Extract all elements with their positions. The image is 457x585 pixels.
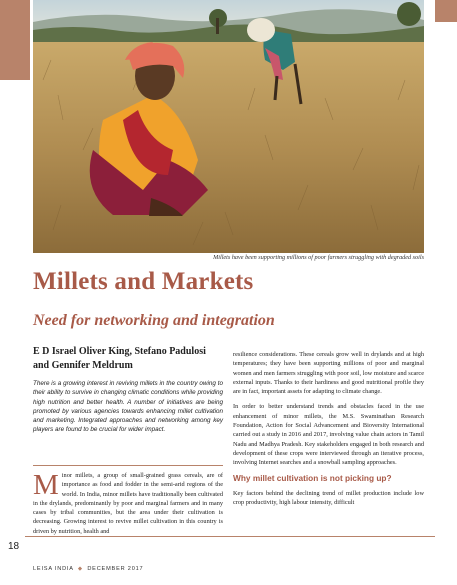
body-paragraph: In order to better understand trends and obstacles faced in the use enhancement of minor millets, the M.S. Swaminathan Research Foundation, Action for Social Advancement and Bioversity International carried out a study in 2016 and 2017, involving value chain actors in Tamil Nadu and Madhya Pradesh. Key stakeholders engaged in both research and development of these crops were interviewed through an iterative process, involving Internet searches and a snowball sampling approaches. (233, 403, 424, 467)
photo-caption: Millets have been supporting millions of poor farmers struggling with degraded soils (213, 254, 424, 261)
corner-tab-left (0, 0, 30, 80)
body-column-right (233, 350, 424, 513)
issue-date: DECEMBER 2017 (87, 566, 144, 572)
article-intro: There is a growing interest in reviving millets in the country owing to their ability to survive in changing climatic conditions while providing high nutrition and better health. A number of initiatives are being promoted by various agencies towards enhancing millet cultivation and marketing. Integrated approaches and networking among key players are found to be crucial for wider impact. (33, 380, 223, 434)
cover-photo (33, 0, 424, 253)
body-text: inor millets, a group of small-grained grass cereals, are of importance as food and fodder in the semi-arid regions of the world. In India, minor millets have traditionally been cultivated in the drylands, predominantly by poor and marginal farmers and in many cases by tribal communities, but the area under their cultivation is decreasing. Growing interest to revive millet cultivation in this country is driven by nutrition, health and (33, 472, 223, 535)
publication-name: LEISA INDIA (33, 566, 74, 572)
author-byline (33, 345, 223, 373)
tree (397, 2, 421, 26)
footer-divider (25, 536, 435, 537)
author-line: E D Israel Oliver King, Stefano Padulosi (33, 346, 206, 357)
drop-cap: M (33, 469, 59, 501)
diamond-separator-icon: ◆ (77, 566, 83, 572)
body-column-left (33, 471, 223, 536)
body-paragraph: Key factors behind the declining trend of millet production include low crop productivity, high labour intensity, difficult (233, 489, 424, 507)
page-number: 18 (8, 541, 20, 552)
author-line: and Gennifer Meldrum (33, 360, 133, 371)
publication-footer (33, 566, 143, 572)
article-title: Millets and Markets (33, 268, 254, 295)
article-subtitle: Need for networking and integration (33, 312, 275, 329)
section-heading: Why millet cultivation is not picking up? (233, 472, 392, 483)
corner-tab-right (435, 0, 457, 22)
body-paragraph: resilience considerations. These cereals grow well in drylands and at high temperatures; they have been supporting millions of poor and marginal women and men farmers struggling with poor soil, low moisture and scarce external inputs. Thanks to their hardiness and good nutritional profile they are in fact, important assets for adapting to climate change. (233, 351, 424, 396)
intro-divider (33, 465, 223, 466)
